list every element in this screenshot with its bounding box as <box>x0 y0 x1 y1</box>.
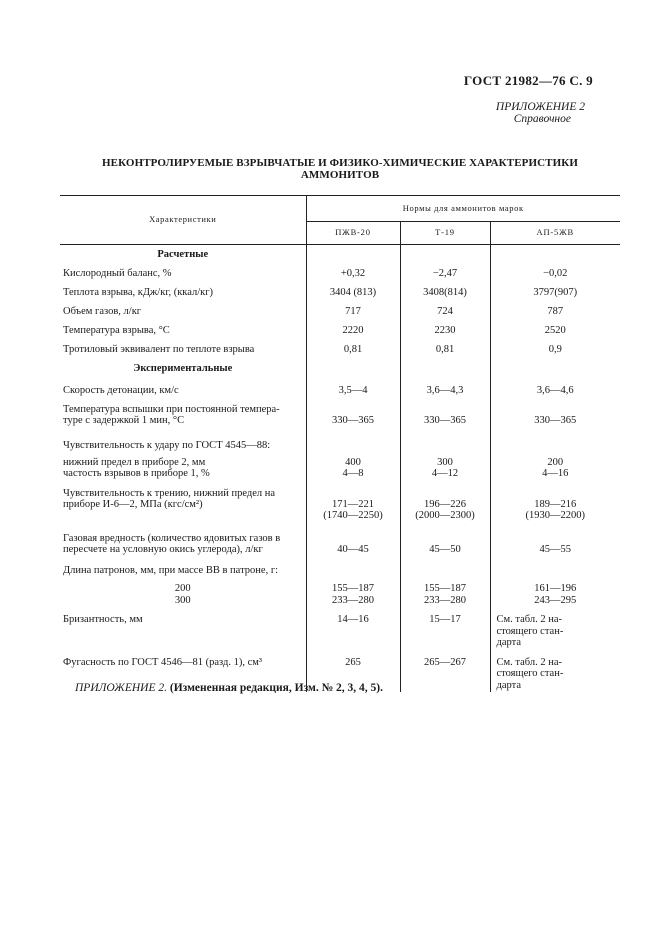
cell-value: 14—16 <box>306 606 400 649</box>
cell-value: 3,6—4,3 <box>400 378 490 398</box>
cell-value: 3,6—4,6 <box>536 384 574 396</box>
cell-value: +0,32 <box>306 264 400 283</box>
row-label-line: туре с задержкой 1 мин, °С <box>63 415 185 426</box>
cell-value: 330—365 <box>534 414 577 426</box>
row-label-line: пересчете на условную окись углерода), л/кг <box>63 544 263 555</box>
cell-value: 2520 <box>544 324 566 336</box>
cell-value: 0,9 <box>548 343 562 355</box>
cell-value: 400 4—8 <box>306 452 400 482</box>
table-row <box>60 524 620 557</box>
document-title <box>60 157 620 181</box>
cell-value: 3408(814) <box>400 283 490 302</box>
cell-value: 155—187 233—280 <box>306 576 400 606</box>
table-row <box>60 398 620 431</box>
table-row <box>60 321 620 340</box>
cell-value: 717 <box>306 302 400 321</box>
row-label: Фугасность по ГОСТ 4546—81 (разд. 1), см³ <box>60 649 306 692</box>
cell-value: 45—50 <box>400 524 490 557</box>
row-label: Объем газов, л/кг <box>60 302 306 321</box>
cell-value: 330—365 <box>306 398 400 431</box>
cell-value: 189—216 (1930—2200) <box>525 498 585 521</box>
row-label-line: 300 <box>174 594 191 606</box>
row-label: Кислородный баланс, % <box>60 264 306 283</box>
row-label: Чувствительность к удару по ГОСТ 4545—88: <box>60 431 306 452</box>
header-col-ap5zhv: АП-5ЖВ <box>490 221 620 244</box>
row-label: Температура взрыва, °С <box>60 321 306 340</box>
cell-value: 265—267 <box>400 649 490 692</box>
appendix-subtitle: Справочное <box>513 113 571 125</box>
row-label: Тротиловый эквивалент по теплоте взрыва <box>60 340 306 359</box>
cell-value: 0,81 <box>400 340 490 359</box>
table-row <box>60 283 620 302</box>
cell-value: 787 <box>547 305 564 317</box>
cell-value: 161—196 243—295 <box>534 583 577 606</box>
table-row <box>60 378 620 398</box>
section-experimental: Экспериментальные <box>60 359 306 378</box>
cell-value: См. табл. 2 на- стоящего стан- дарта <box>496 614 564 648</box>
row-label: Бризантность, мм <box>60 606 306 649</box>
cell-value: −0,02 <box>543 267 568 279</box>
row-label-line: Чувствительность к трению, нижний предел на <box>63 487 276 499</box>
row-label-line: частость взрывов в приборе 1, % <box>63 468 210 479</box>
table-row <box>60 264 620 283</box>
table-row <box>60 482 620 524</box>
row-label: Длина патронов, мм, при массе ВВ в патроне, г: <box>60 557 306 577</box>
row-label: Теплота взрыва, кДж/кг, (ккал/кг) <box>60 283 306 302</box>
header-norms: Нормы для аммонитов марок <box>306 196 620 222</box>
cell-value: См. табл. 2 на- стоящего стан- дарта <box>496 656 564 691</box>
row-label: Скорость детонации, км/с <box>60 378 306 398</box>
appendix-label <box>496 101 585 125</box>
amendment-note <box>75 682 383 694</box>
row-label-line: приборе И-6—2, МПа (кгс/см²) <box>63 499 203 510</box>
table-row <box>60 606 620 649</box>
row-label <box>60 524 306 557</box>
table-row <box>60 576 620 606</box>
cell-value: 3404 (813) <box>306 283 400 302</box>
cell-value: 15—17 <box>400 606 490 649</box>
table-row <box>60 557 620 577</box>
cell-value: 300 4—12 <box>400 452 490 482</box>
title-line-1: НЕКОНТРОЛИРУЕМЫЕ ВЗРЫВЧАТЫЕ И ФИЗИКО-ХИМИЧЕСКИЕ ХАРАКТЕРИСТИКИ <box>102 157 578 169</box>
cell-value: 2230 <box>400 321 490 340</box>
header-col-pzhv20: ПЖВ-20 <box>306 221 400 244</box>
row-label <box>60 576 306 606</box>
title-line-2: АММОНИТОВ <box>300 169 380 181</box>
cell-value: 0,81 <box>306 340 400 359</box>
header-characteristics: Характеристики <box>60 196 306 245</box>
table-row <box>60 340 620 359</box>
note-bold: (Измененная редакция, Изм. № 2, 3, 4, 5). <box>169 682 383 694</box>
row-label-line: 200 <box>174 583 191 594</box>
cell-value: 2220 <box>306 321 400 340</box>
row-label-line: Температура вспышки при постоянной темпера- <box>63 403 280 415</box>
row-label <box>60 482 306 524</box>
cell-value: 155—187 233—280 <box>400 576 490 606</box>
cell-value: 3797(907) <box>533 286 578 298</box>
cell-value: −2,47 <box>400 264 490 283</box>
header-col-t19: Т-19 <box>400 221 490 244</box>
appendix-title: ПРИЛОЖЕНИЕ 2 <box>495 101 585 113</box>
cell-value: 265 <box>306 649 400 692</box>
cell-value: 200 4—16 <box>542 456 569 479</box>
table-row <box>60 431 620 452</box>
note-italic: ПРИЛОЖЕНИЕ 2. <box>75 682 167 694</box>
cell-value: 45—55 <box>539 543 571 555</box>
cell-value: 3,5—4 <box>306 378 400 398</box>
page-header-code: ГОСТ 21982—76 С. 9 <box>463 73 593 88</box>
section-calculated: Расчетные <box>60 245 306 264</box>
table-row <box>60 452 620 482</box>
cell-value: 171—221 (1740—2250) <box>306 482 400 524</box>
cell-value: 330—365 <box>400 398 490 431</box>
row-label <box>60 452 306 482</box>
table-row <box>60 302 620 321</box>
cell-value: 40—45 <box>306 524 400 557</box>
row-label <box>60 398 306 431</box>
row-label-line: Газовая вредность (количество ядовитых газов в <box>63 532 281 544</box>
cell-value: 196—226 (2000—2300) <box>400 482 490 524</box>
row-label-line: нижний предел в приборе 2, мм <box>63 456 206 468</box>
characteristics-table <box>60 195 620 692</box>
cell-value: 724 <box>400 302 490 321</box>
